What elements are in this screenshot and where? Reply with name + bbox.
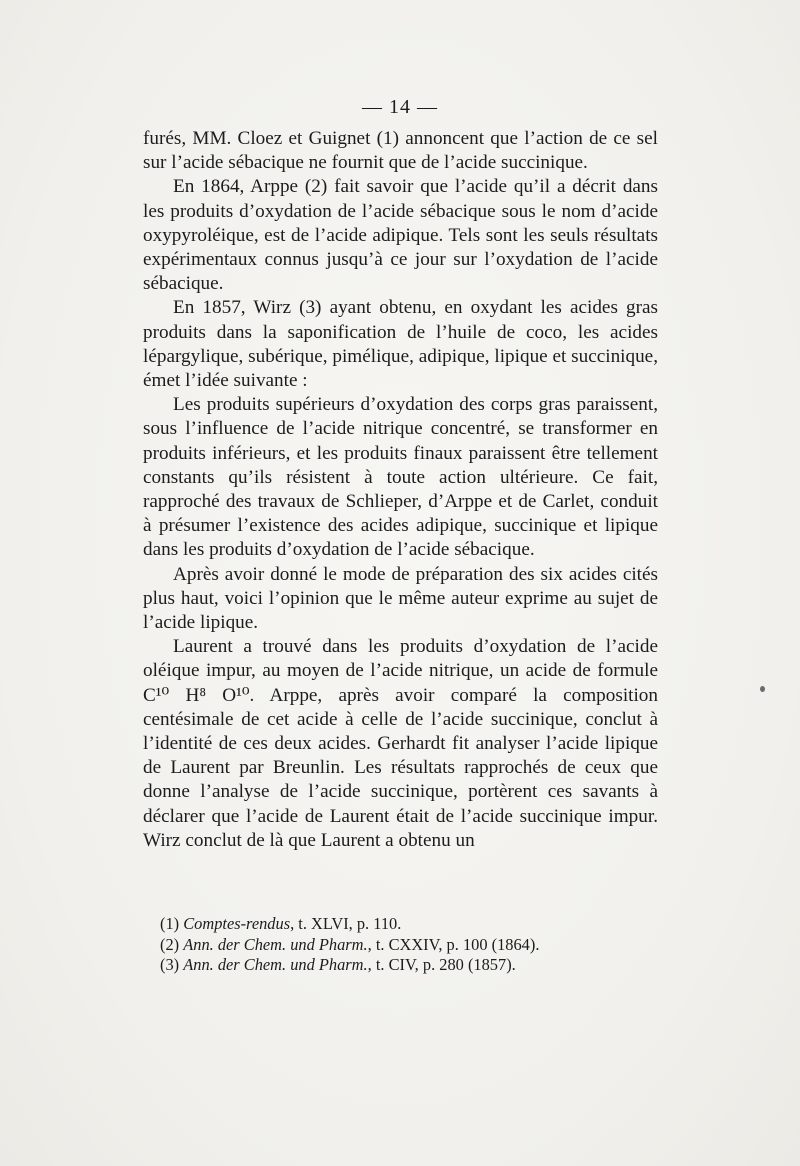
paragraph-4: Les produits supérieurs d’oxydation des corps gras paraissent, sous l’influence de l’acide nitrique concentré, se transformer en produits inférieurs, et les produits finaux paraissent être tellement constants qu’ils résistent à toute action ultérieure. Ce fait, rapproché des travaux de Schlieper, d’Arppe et de Carlet, conduit à présumer l’existence des acides adipique, succinique et lipique dans les produits d’oxydation de l’acide sébacique. bbox=[143, 394, 658, 561]
footnote-1 bbox=[160, 914, 660, 935]
paragraph-5: Après avoir donné le mode de préparation des six acides cités plus haut, voici l’opinion que le même auteur exprime au sujet de l’acide lipique. bbox=[143, 563, 658, 634]
footnote-number: (1) bbox=[160, 914, 180, 933]
body-text bbox=[143, 127, 658, 853]
footnote-reference: , t. CXXIV, p. 100 (1864). bbox=[367, 934, 540, 954]
footnote-reference: , t. CIV, p. 280 (1857). bbox=[367, 955, 516, 974]
footnote-3 bbox=[160, 955, 660, 976]
ink-speck bbox=[760, 686, 765, 692]
paragraph-1: furés, MM. Cloez et Guignet (1) annoncent que l’action de ce sel sur l’acide sébacique ne fournit que de l’acide succinique. bbox=[143, 128, 658, 174]
footnote-2 bbox=[160, 935, 660, 956]
footnote-source: Ann. der Chem. und Pharm. bbox=[183, 955, 368, 974]
page-number: — 14 — bbox=[362, 96, 438, 118]
paragraph-3: En 1857, Wirz (3) ayant obtenu, en oxydant les acides gras produits dans la saponification de l’huile de coco, les acides lépargylique, subérique, pimélique, adipique, lipique et succinique, émet l’idée suivante : bbox=[143, 297, 658, 392]
footnote-number: (2) bbox=[160, 934, 180, 954]
footnote-source: Comptes-rendus bbox=[183, 914, 291, 933]
footnote-source: Ann. der Chem. und Pharm. bbox=[183, 934, 368, 954]
paragraph-6: Laurent a trouvé dans les produits d’oxydation de l’acide oléique impur, au moyen de l’acide nitrique, un acide de formule C¹⁰ H⁸ O¹⁰. Arppe, après avoir comparé la composition centésimale de cet acide à celle de l’acide succinique, conclut à l’identité de ces deux acides. Gerhardt fit analyser l’acide lipique de Laurent par Breunlin. Les résultats rapprochés de ceux que donne l’analyse de l’acide succinique, portèrent ces savants à déclarer que l’acide de Laurent était de l’acide succinique impur. Wirz conclut de là que Laurent a obtenu un bbox=[143, 636, 658, 851]
footnote-number: (3) bbox=[160, 955, 180, 974]
footnotes bbox=[160, 914, 660, 976]
paragraph-2: En 1864, Arppe (2) fait savoir que l’acide qu’il a décrit dans les produits d’oxydation de l’acide sébacique sous le nom d’acide oxypyroléique, est de l’acide adipique. Tels sont les seuls résultats expérimentaux connus jusqu’à ce jour sur l’oxydation de l’acide sébacique. bbox=[143, 176, 658, 295]
footnote-reference: , t. XLVI, p. 110. bbox=[290, 914, 402, 933]
